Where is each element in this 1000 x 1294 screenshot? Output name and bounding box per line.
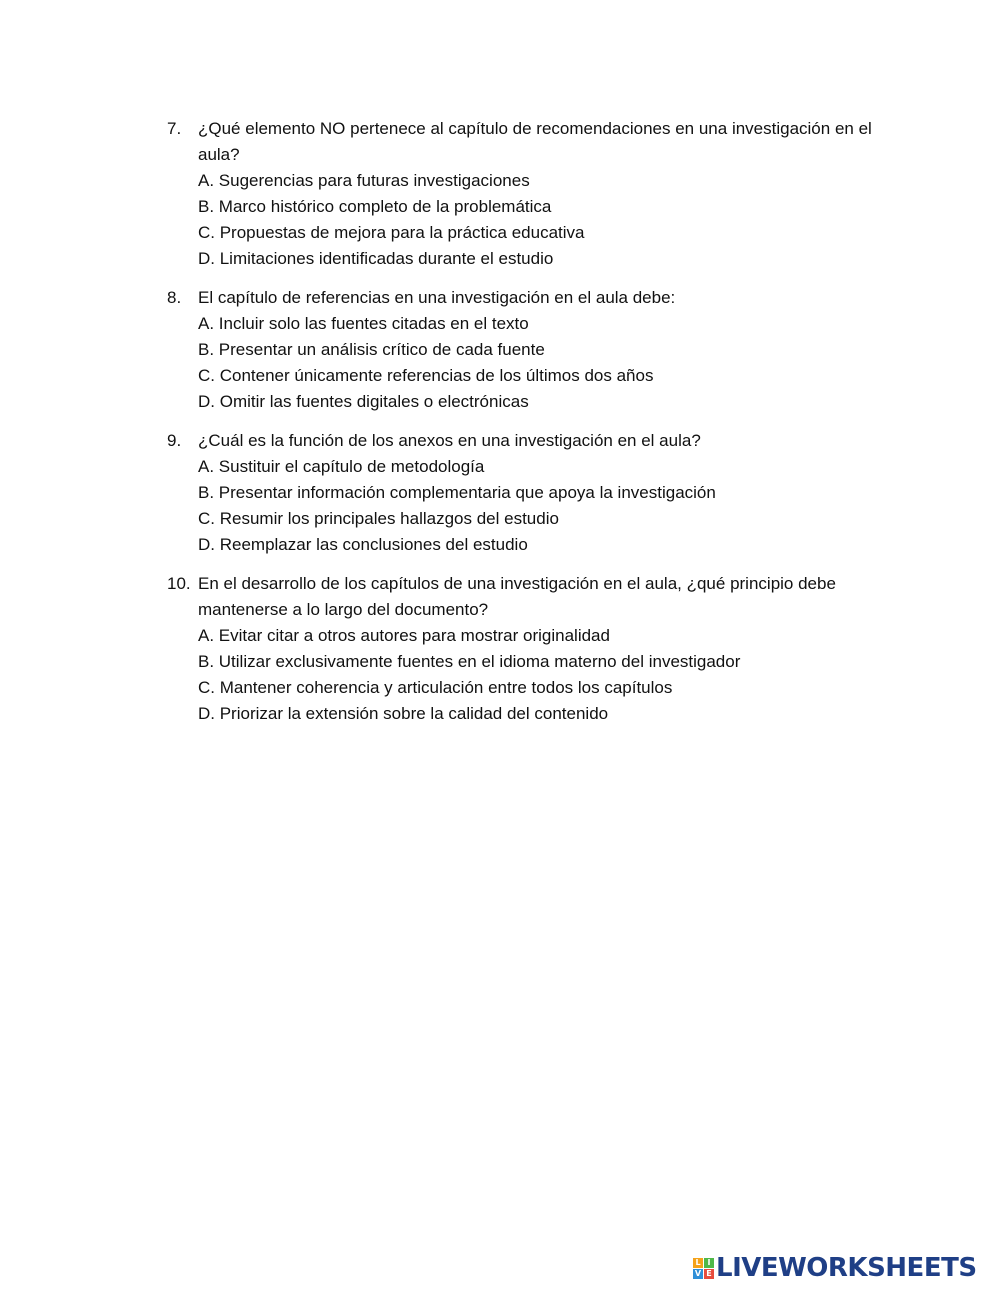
option-b[interactable]: B. Marco histórico completo de la problemática — [198, 197, 552, 216]
option-a[interactable]: A. Incluir solo las fuentes citadas en el texto — [198, 314, 529, 333]
option-c[interactable]: C. Resumir los principales hallazgos del estudio — [198, 509, 559, 528]
question-number: 10. — [167, 574, 191, 593]
logo-letter-v: V — [694, 1268, 702, 1278]
option-a[interactable]: A. Sugerencias para futuras investigaciones — [198, 171, 530, 190]
option-c[interactable]: C. Propuestas de mejora para la práctica educativa — [198, 223, 585, 242]
logo-letter-l: L — [693, 1258, 703, 1268]
option-b[interactable]: B. Utilizar exclusivamente fuentes en el idioma materno del investigador — [198, 652, 741, 671]
question-9 — [167, 428, 887, 558]
question-text: En el desarrollo de los capítulos de una investigación en el aula, ¿qué principio debe mantenerse a lo largo del documento? — [198, 574, 836, 619]
option-c[interactable]: C. Mantener coherencia y articulación entre todos los capítulos — [198, 678, 673, 697]
option-d[interactable]: D. Omitir las fuentes digitales o electrónicas — [198, 392, 529, 411]
liveworksheets-logo — [693, 1253, 977, 1283]
question-10 — [167, 571, 887, 727]
brand-name: LIVEWORKSHEETS — [716, 1253, 977, 1283]
option-d[interactable]: D. Reemplazar las conclusiones del estudio — [198, 535, 528, 554]
option-d[interactable]: D. Priorizar la extensión sobre la calidad del contenido — [198, 704, 609, 723]
question-7 — [167, 116, 887, 272]
option-d[interactable]: D. Limitaciones identificadas durante el estudio — [198, 249, 554, 268]
option-c[interactable]: C. Contener únicamente referencias de los últimos dos años — [198, 366, 654, 385]
logo-icon — [693, 1258, 714, 1279]
option-a[interactable]: A. Sustituir el capítulo de metodología — [198, 457, 485, 476]
question-list — [167, 116, 887, 740]
question-text: ¿Qué elemento NO pertenece al capítulo de recomendaciones en una investigación en el aula? — [198, 119, 872, 164]
option-a[interactable]: A. Evitar citar a otros autores para mostrar originalidad — [198, 626, 610, 645]
question-number: 8. — [167, 288, 182, 307]
option-b[interactable]: B. Presentar información complementaria que apoya la investigación — [198, 483, 716, 502]
logo-letter-e: E — [704, 1269, 714, 1279]
question-text: El capítulo de referencias en una investigación en el aula debe: — [198, 288, 676, 307]
question-number: 7. — [167, 119, 182, 138]
question-text: ¿Cuál es la función de los anexos en una investigación en el aula? — [198, 431, 701, 450]
option-b[interactable]: B. Presentar un análisis crítico de cada fuente — [198, 340, 545, 359]
question-number: 9. — [167, 431, 182, 450]
question-8 — [167, 285, 887, 415]
logo-letter-i: I — [704, 1258, 714, 1268]
